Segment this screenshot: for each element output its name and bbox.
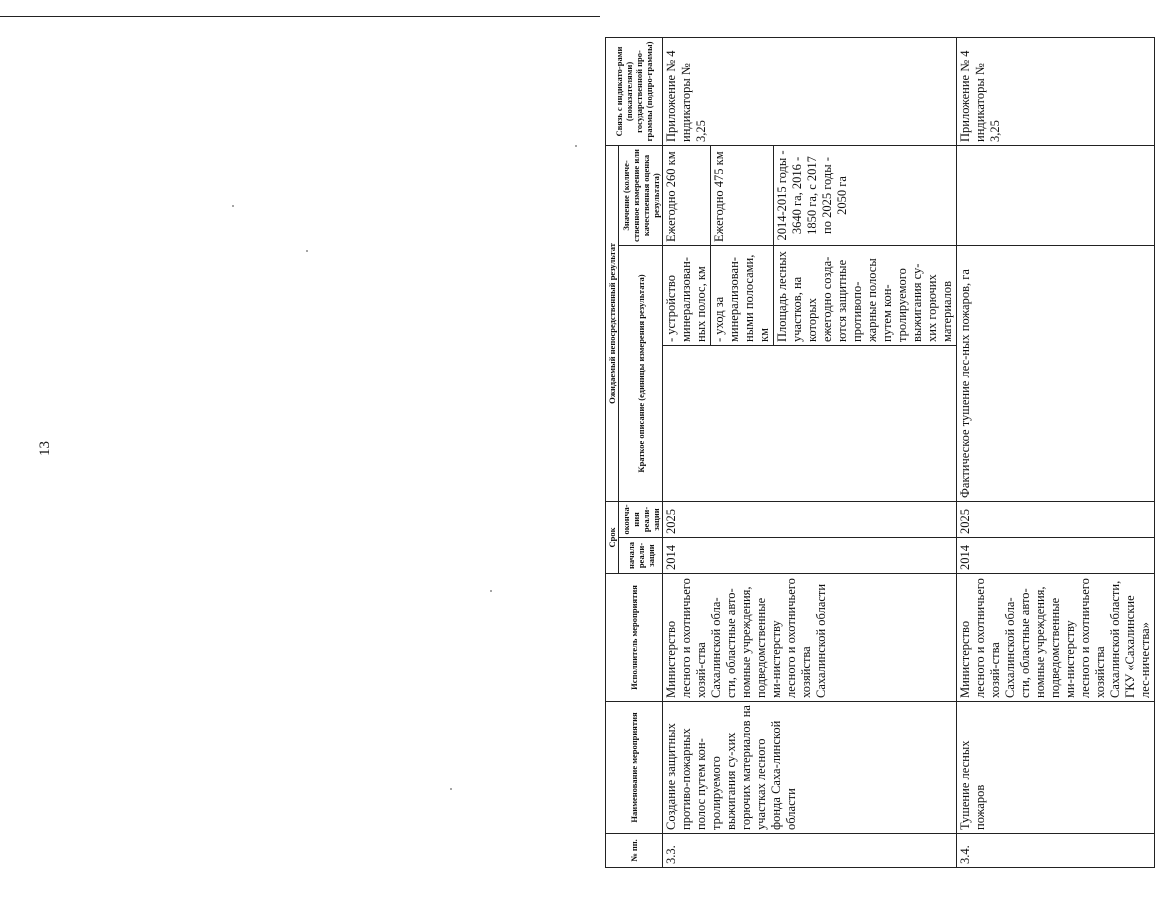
page-number: 13	[37, 441, 53, 456]
row-name: Тушение лесных пожаров	[957, 702, 1155, 834]
header-link: Связь с индикато-рами (показателями) государственной про-граммы (подпро-граммы)	[606, 37, 663, 145]
header-executor: Исполнитель мероприятия	[606, 574, 663, 702]
row-num: 3.4.	[957, 834, 1155, 868]
row-link: Приложение № 4 индикаторы № 3,25	[957, 37, 1155, 145]
row-start: 2014	[663, 538, 957, 574]
scan-speck	[490, 590, 492, 592]
row-start: 2014	[957, 538, 1155, 574]
header-result-desc: Краткое описание (единицы измерения результата)	[619, 245, 663, 501]
header-start: начала реали-зации	[619, 538, 663, 574]
row-result-spacer	[663, 345, 957, 501]
row-end: 2025	[663, 501, 957, 537]
table-row	[957, 37, 1155, 867]
rotated-table-sheet	[605, 38, 1152, 868]
header-term: Срок	[606, 501, 619, 573]
scan-speck	[232, 205, 234, 207]
table-row	[663, 37, 711, 867]
row-result-desc: Площадь лесных участков, на которых ежегодно созда-ются защитные противопо-жарные полосы путем кон-тролируемого выжигания су-хих горючих материалов	[774, 245, 957, 345]
scan-speck	[306, 250, 308, 252]
header-num: № пп.	[606, 834, 663, 868]
header-result: Ожидаемый непосредственный результат	[606, 145, 619, 501]
row-result-value: Ежегодно 475 км	[711, 145, 774, 245]
header-name: Наименование мероприятия	[606, 702, 663, 834]
row-result-desc: - устройство минерализован-ных полос, км	[663, 245, 711, 345]
row-result-value	[957, 145, 1155, 245]
row-end: 2025	[957, 501, 1155, 537]
row-result-value: Ежегодно 260 км	[663, 145, 711, 245]
top-rule	[0, 16, 600, 17]
row-result-desc: Фактическое тушение лес-ных пожаров, га	[957, 245, 1155, 501]
row-result-desc: - уход за минерализован-ными полосами, км	[711, 245, 774, 345]
scan-speck	[450, 788, 452, 790]
row-name: Создание защитных противо-пожарных полос путем кон-тролируемого выжигания су-хих горючих материалов на участках лесного фонда Саха-линской области	[663, 702, 957, 834]
row-executor: Министерство лесного и охотничьего хозяй-ства Сахалинской обла-сти, областные авто-номные учреждения, подведомственные ми-нистерству лесного и охотничьего хозяйства Сахалинской области, ГКУ «Сахалинские лес-ничества»	[957, 574, 1155, 702]
scan-speck	[575, 145, 577, 147]
activities-table	[605, 37, 1155, 868]
row-result-value: 2014-2015 годы - 3640 га, 2016 - 1850 га, с 2017 по 2025 годы - 2050 га	[774, 145, 957, 245]
header-result-value: Значение (количе-ственное измерение или качественная оценка результата)	[619, 145, 663, 245]
row-executor: Министерство лесного и охотничьего хозяй-ства Сахалинской обла-сти, областные авто-номные учреждения, подведомственные ми-нистерству лесного и охотничьего хозяйства Сахалинской области	[663, 574, 957, 702]
row-link: Приложение № 4 индикаторы № 3,25	[663, 37, 957, 145]
row-num: 3.3.	[663, 834, 957, 868]
header-end: оконча-ния реали-зации	[619, 501, 663, 537]
